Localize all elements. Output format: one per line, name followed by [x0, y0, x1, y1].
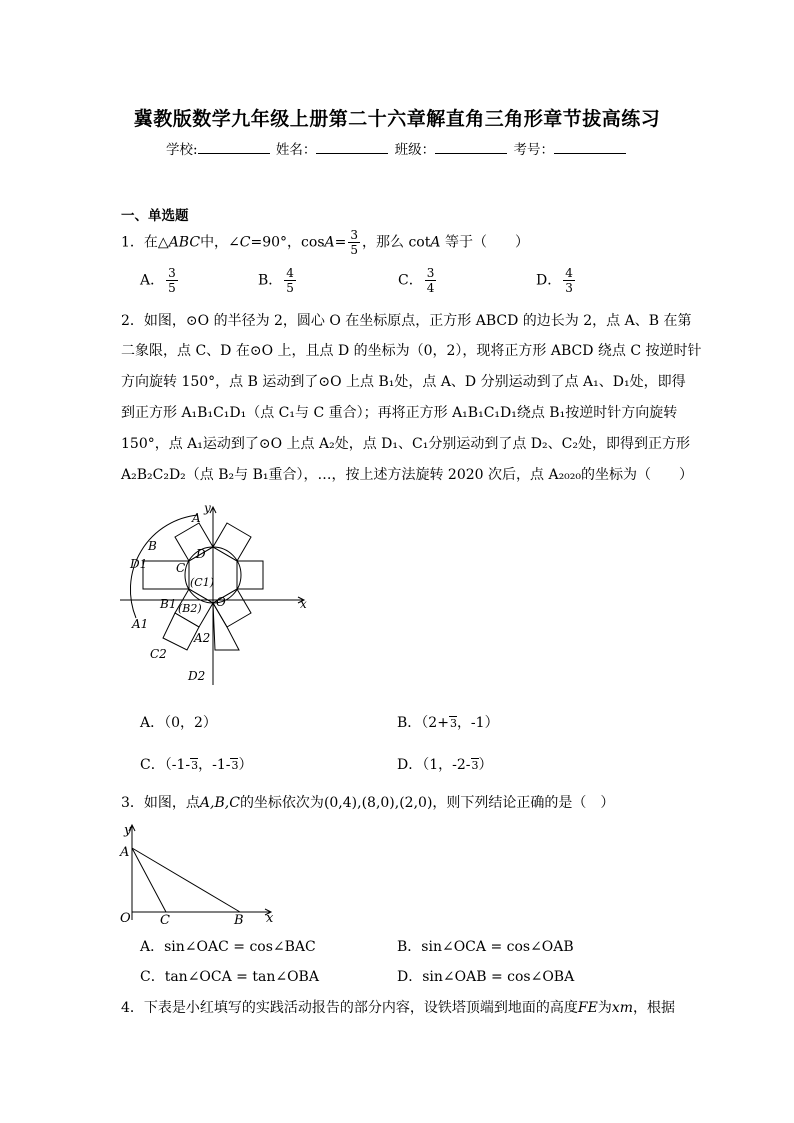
- q2-label-d2: D2: [188, 669, 206, 683]
- q2-option-c-pre: C．（-1-: [140, 757, 191, 773]
- q1-option-b[interactable]: [258, 266, 298, 295]
- q2-label-c2: C2: [150, 647, 167, 661]
- student-info-line: [0, 138, 794, 158]
- name-label: 姓名：: [275, 142, 317, 158]
- q2-label-a2: A2: [194, 631, 211, 645]
- q2-square-abcd: [175, 523, 213, 561]
- q1-option-b-frac: [284, 266, 296, 295]
- q2-option-c-sqrt: 3: [191, 759, 199, 772]
- q4-post: ，根据: [633, 1000, 676, 1016]
- q1-tail: 等于（ ）: [440, 234, 529, 251]
- q1-var-a: A: [324, 234, 335, 251]
- q1-option-c-frac: [425, 266, 437, 295]
- q2-option-b-sqrt: 3: [449, 717, 457, 730]
- q2-label-d1: D1: [130, 557, 148, 571]
- q1-frac-den: 5: [350, 243, 359, 257]
- q2-option-b-pre: B．（2+: [397, 715, 449, 731]
- q1-option-d-frac: [563, 266, 575, 295]
- q2-label-x: x: [300, 597, 307, 611]
- q1-option-a-den: 5: [168, 281, 176, 295]
- school-blank[interactable]: [198, 141, 270, 154]
- q2-option-b[interactable]: [397, 712, 499, 732]
- q2-label-c: C: [176, 561, 186, 575]
- q1-option-d-den: 3: [565, 281, 573, 295]
- q1-option-a[interactable]: [140, 266, 180, 295]
- page-title: 冀教版数学九年级上册第二十六章解直角三角形章节拔高练习: [133, 108, 661, 130]
- q2-option-b-post: ，-1）: [456, 715, 499, 731]
- q2-label-o: O: [216, 595, 226, 609]
- q2-option-c-post: ）: [238, 757, 253, 773]
- q2-label-a: A: [192, 511, 201, 525]
- q3-option-a[interactable]: A．sin∠OAC = cos∠BAC: [140, 939, 316, 955]
- question-1: [121, 228, 529, 257]
- q1-option-b-num: 4: [286, 266, 294, 280]
- q1-post: ，那么 cot: [362, 234, 431, 251]
- q3-label-y: y: [124, 823, 132, 838]
- q1-option-c-den: 4: [426, 281, 435, 295]
- q2-square-bottom: [213, 603, 239, 650]
- q1-pre: 1．在: [121, 234, 158, 251]
- q1-frac-num: 3: [350, 228, 359, 242]
- q1-option-c[interactable]: [398, 266, 438, 295]
- q3-label-c: C: [160, 913, 170, 928]
- exam-number-label: 考号：: [513, 142, 554, 158]
- q2-square-top-right: [213, 523, 251, 561]
- q3-segment-ab: [132, 848, 240, 912]
- q2-option-d-post: ）: [478, 757, 493, 773]
- q3-post: ，则下列结论正确的是（ ）: [432, 795, 615, 811]
- q2-figure: [118, 500, 318, 690]
- q2-line-2: 二象限，点 C、D 在⊙O 上，且点 D 的坐标为（0，2），现将正方形 ABCD 绕点 C 按逆时针: [121, 343, 702, 359]
- q1-option-d-label: D．: [536, 272, 562, 289]
- q2-line-4: 到正方形 A₁B₁C₁D₁（点 C₁与 C 重合）；再将正方形 A₁B₁C₁D₁绕点 B₁按逆时针方向旋转: [121, 405, 678, 421]
- q1-option-d-num: 4: [565, 266, 573, 280]
- q2-label-c1: (C1): [190, 576, 214, 589]
- exam-number-blank[interactable]: [554, 141, 626, 154]
- q1-option-a-label: A．: [140, 272, 165, 289]
- q2-line-1: 2．如图，⊙O 的半径为 2，圆心 O 在坐标原点，正方形 ABCD 的边长为 2，点 A、B 在第: [121, 313, 692, 329]
- section-heading: 一、单选题: [121, 208, 189, 224]
- class-blank[interactable]: [435, 141, 507, 154]
- q1-option-d[interactable]: [536, 266, 577, 295]
- q1-var-a2: A: [430, 234, 441, 251]
- q2-label-d: D: [196, 547, 206, 561]
- q1-option-a-num: 3: [168, 266, 176, 280]
- q2-label-y: y: [204, 501, 211, 515]
- q1-mid2: =90°，cos: [250, 234, 325, 251]
- q1-fraction: [348, 228, 360, 257]
- q2-option-c-mid: ，-1-: [198, 757, 231, 773]
- q2-label-b: B: [148, 539, 157, 553]
- q3-option-d[interactable]: D．sin∠OAB = cos∠OBA: [397, 969, 575, 985]
- name-blank[interactable]: [316, 141, 388, 154]
- q3-pre: 3．如图，点: [121, 795, 200, 811]
- q4-mid: 为: [597, 1000, 612, 1016]
- q3-option-c[interactable]: C．tan∠OCA = tan∠OBA: [140, 969, 319, 985]
- q2-option-c-sqrt2: 3: [231, 759, 239, 772]
- q2-option-c[interactable]: [140, 754, 252, 774]
- q1-option-c-label: C．: [398, 272, 423, 289]
- q3-points: A,B,C: [199, 795, 240, 811]
- q3-option-b[interactable]: B．sin∠OCA = cos∠OAB: [397, 939, 574, 955]
- q3-label-x: x: [266, 911, 274, 926]
- q2-line-5: 150°，点 A₁运动到了⊙O 上点 A₂处，点 D₁、C₁分别运动到了点 D₂、C₂处，即得到正方形: [121, 436, 690, 452]
- q4-xm: xm: [611, 1000, 634, 1016]
- q3-coords: (0,4),(8,0),(2,0): [323, 795, 433, 811]
- q3-label-b: B: [234, 913, 244, 928]
- school-label: 学校:: [166, 142, 198, 158]
- q1-option-c-num: 3: [426, 266, 435, 280]
- q2-line-3: 方向旋转 150°，点 B 运动到了⊙O 上点 B₁处，点 A、D 分别运动到了点 A₁、D₁处，即得: [121, 374, 686, 390]
- q2-label-a1: A1: [132, 617, 149, 631]
- q1-option-b-label: B．: [258, 272, 283, 289]
- q1-angle: ∠C: [228, 234, 251, 251]
- q2-option-d[interactable]: [397, 754, 493, 774]
- q1-eq: =: [334, 234, 347, 251]
- q3-label-o: O: [120, 911, 131, 926]
- q2-option-d-sqrt: 3: [471, 759, 479, 772]
- q4-fe: FE: [577, 1000, 598, 1016]
- question-3: [121, 793, 614, 813]
- q2-line-6: A₂B₂C₂D₂（点 B₂与 B₁重合），…，按上述方法旋转 2020 次后，点 A₂₀₂₀的坐标为（ ）: [121, 467, 694, 483]
- q2-option-a[interactable]: A．（0，2）: [140, 715, 217, 731]
- q1-mid1: 中，: [200, 234, 229, 251]
- q3-label-a: A: [120, 845, 130, 860]
- question-4: [121, 998, 675, 1018]
- class-label: 班级：: [394, 142, 436, 158]
- q1-option-b-den: 5: [286, 281, 294, 295]
- q1-option-a-frac: [166, 266, 178, 295]
- q4-pre: 4．下表是小红填写的实践活动报告的部分内容，设铁塔顶端到地面的高度: [121, 1000, 578, 1016]
- q2-label-b2: (B2): [178, 602, 202, 615]
- q3-figure: [118, 820, 278, 928]
- q1-triangle: △ABC: [157, 234, 201, 251]
- q2-label-b1: B1: [160, 597, 177, 611]
- q3-mid: 的坐标依次为: [239, 795, 324, 811]
- q2-option-d-pre: D．（1，-2-: [397, 757, 471, 773]
